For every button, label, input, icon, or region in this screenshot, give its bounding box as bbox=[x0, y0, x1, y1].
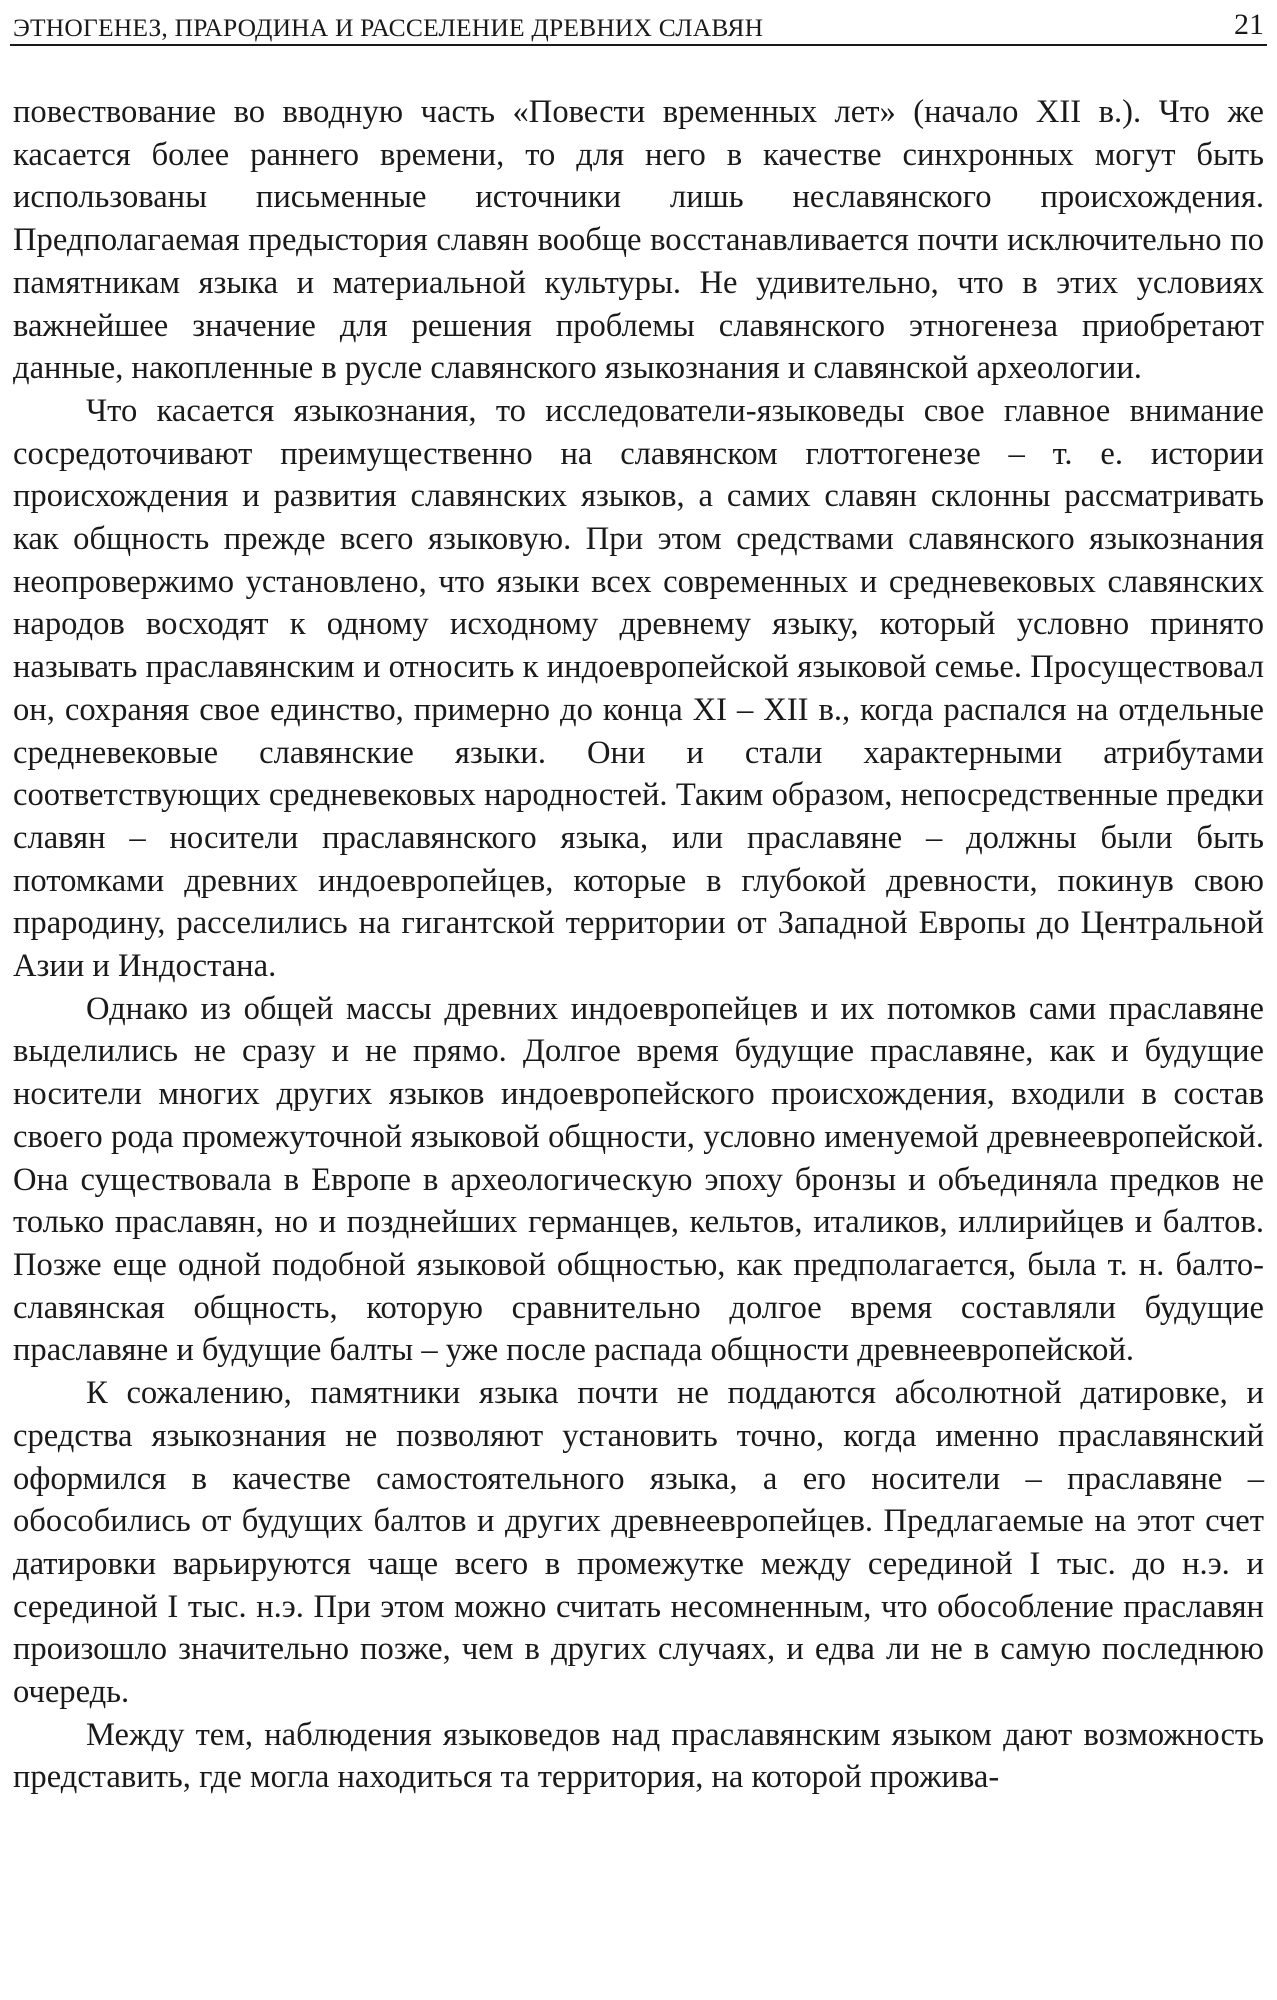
chapter-title: ЭТНОГЕНЕЗ, ПРАРОДИНА И РАССЕЛЕНИЕ ДРЕВНИХ СЛАВЯН bbox=[13, 12, 764, 42]
paragraph: Однако из общей массы древних индоевропейцев и их потомков сами праславяне выделились не сразу и не прямо. Долгое время будущие праславяне, как и будущие носители многих других языков индоевропейского происхождения, входили в состав своего рода промежуточной языковой общности, условно именуемой древнеевропейской. Она существовала в Европе в археологическую эпоху бронзы и объединяла предков не только праславян, но и позднейших германцев, кельтов, италиков, иллирийцев и балтов. Позже еще одной подобной языковой общностью, как предполагается, была т. н. балто-славянская общность, которую сравнительно долгое время составляли будущие праславяне и будущие балты – уже после распада общности древнеевропейской. bbox=[13, 990, 1264, 1369]
paragraph: повествование во вводную часть «Повести временных лет» (начало XII в.). Что же касается более раннего времени, то для него в качестве синхронных могут быть использованы письменные источники лишь неславянского происхождения. Предполагаемая предыстория славян вообще восстанавливается почти исключительно по памятникам языка и материальной культуры. Не удивительно, что в этих условиях важнейшее значение для решения проблемы славянского этногенеза приобретают данные, накопленные в русле славянского языкознания и славянской археологии. bbox=[13, 94, 1264, 387]
page-number: 21 bbox=[1234, 8, 1264, 41]
paragraph: К сожалению, памятники языка почти не поддаются абсолютной датировке, и средства языкознания не позволяют установить точно, когда именно праславянский оформился в качестве самостоятельного языка, а его носители – праславяне – обособились от будущих балтов и других древнеевропейцев. Предлагаемые на этот счет датировки варьируются чаще всего в промежутке между серединой I тыс. до н.э. и серединой I тыс. н.э. При этом можно считать несомненным, что обособление праславян произошло значительно позже, чем в других случаях, и едва ли не в самую последнюю очередь. bbox=[13, 1375, 1264, 1711]
paragraph: Что касается языкознания, то исследователи-языковеды свое главное внимание сосредоточивают преимущественно на славянском глоттогенезе – т. е. истории происхождения и развития славянских языков, а самих славян склонны рассматривать как общность прежде всего языковую. При этом средствами славянского языкознания неопровержимо установлено, что языки всех современных и средневековых славянских народов восходят к одному исходному древнему языку, который условно принято называть праславянским и относить к индоевропейской языковой семье. Просуществовал он, сохраняя свое единство, примерно до конца XI – XII в., когда распался на отдельные средневековые славянские языки. Они и стали характерными атрибутами соответствующих средневековых народностей. Таким образом, непосредственные предки славян – носители праславянского языка, или праславяне – должны были быть потомками древних индоевропейцев, которые в глубокой древности, покинув свою прародину, расселились на гигантской территории от Западной Европы до Центральной Азии и Индостана. bbox=[13, 392, 1264, 985]
running-header bbox=[10, 0, 1267, 46]
paragraph: Между тем, наблюдения языковедов над праславянским языком дают возможность представить, где могла находиться та территория, на которой прожива- bbox=[13, 1716, 1264, 1796]
body-text bbox=[13, 91, 1264, 1799]
